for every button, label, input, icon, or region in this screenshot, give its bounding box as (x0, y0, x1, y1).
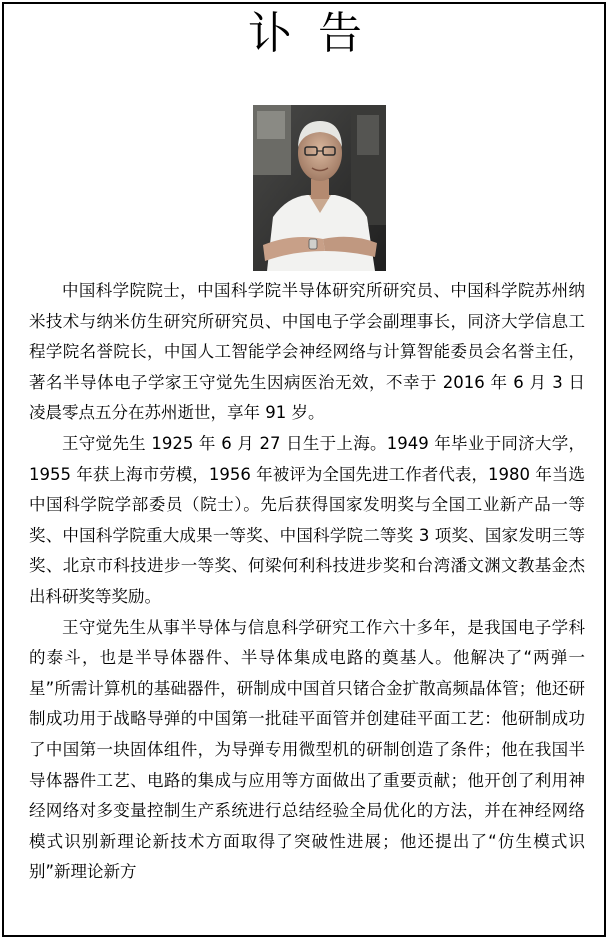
obituary-title (0, 6, 610, 62)
title-char-1: 讣 (248, 8, 292, 59)
obituary-body (29, 276, 585, 888)
title-char-2: 告 (318, 8, 362, 59)
portrait-photo-icon (253, 105, 386, 271)
paragraph-biography: 王守觉先生 1925 年 6 月 27 日生于上海。1949 年毕业于同济大学，1955 年获上海市劳模，1956 年被评为全国先进工作者代表，1980 年当选中国科学院学部委员（院士）。先后获得国家发明奖与全国工业新产品一等奖、中国科学院重大成果一等奖、中国科学院二等奖 3 项奖、国家发明三等奖、北京市科技进步一等奖、何梁何利科技进步奖和台湾潘文渊文教基金杰出科研奖等奖励。 (29, 433, 585, 606)
paragraph-achievements: 王守觉先生从事半导体与信息科学研究工作六十多年，是我国电子学科的泰斗，也是半导体器件、半导体集成电路的奠基人。他解决了“两弹一星”所需计算机的基础器件，研制成中国首只锗合金扩散高频晶体管；他还研制成功用于战略导弹的中国第一批硅平面管并创建硅平面工艺：他研制成功了中国第一块固体组件，为导弹专用微型机的研制创造了条件；他在我国半导体器件工艺、电路的集成与应用等方面做出了重要贡献；他开创了利用神经网络对多变量控制生产系统进行总结经验全局优化的方法，并在神经网络模式识别新理论新技术方面取得了突破性进展；他还提出了“仿生模式识别”新理论新方 (29, 617, 585, 882)
paragraph-announcement: 中国科学院院士，中国科学院半导体研究所研究员、中国科学院苏州纳米技术与纳米仿生研究所研究员、中国电子学会副理事长，同济大学信息工程学院名誉院长，中国人工智能学会神经网络与计算智能委员会名誉主任，著名半导体电子学家王守觉先生因病医治无效，不幸于 2016 年 6 月 3 日凌晨零点五分在苏州逝世，享年 91 岁。 (29, 281, 585, 423)
portrait-photo (253, 105, 386, 271)
